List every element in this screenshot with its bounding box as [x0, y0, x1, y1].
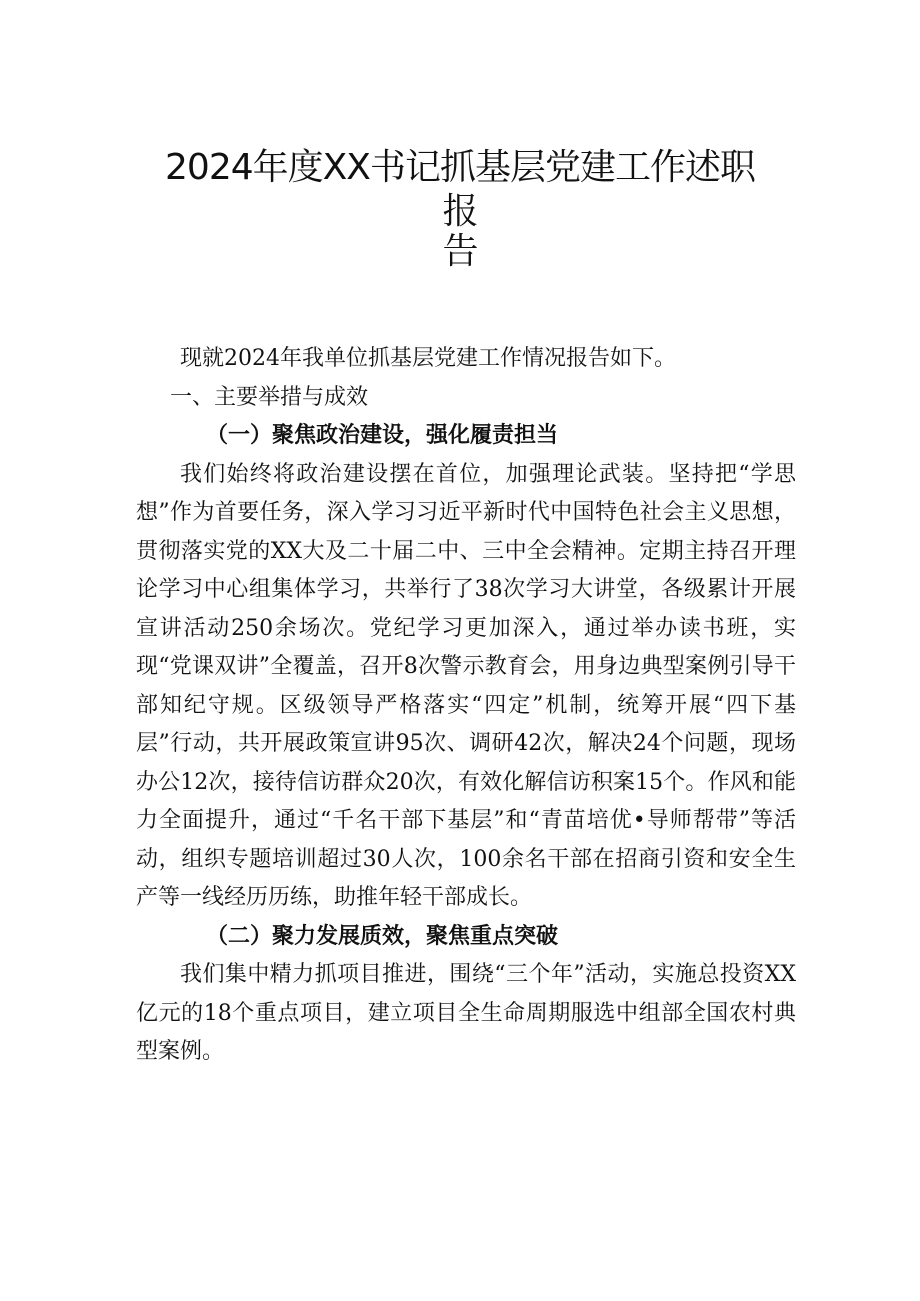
intro-paragraph: 现就2024年我单位抓基层党建工作情况报告如下。	[180, 346, 676, 371]
section-heading: 一、主要举措与成效	[170, 384, 369, 410]
subsection-paragraph-2: 我们集中精力抓项目推进，围绕“三个年”活动，实施总投资XX亿元的18个重点项目，建立项目全生命周期服选中组部全国农村典型案例。	[136, 962, 796, 1064]
subsection-heading-2: （二）聚力发展质效，聚焦重点突破	[206, 923, 559, 949]
document-title-line-1: 2024年度XX书记抓基层党建工作述职报	[165, 147, 755, 232]
document-body	[136, 340, 796, 1072]
subsection-paragraph-1: 我们始终将政治建设摆在首位，加强理论武装。坚持把“学思想”作为首要任务，深入学习习近平新时代中国特色社会主义思想，贯彻落实党的XX大及二十届二中、三中全会精神。定期主持召开理论学习中心组集体学习，共举行了38次学习大讲堂，各级累计开展宣讲活动250余场次。党纪学习更加深入，通过举办读书班，实现“党课双讲”全覆盖，召开8次警示教育会，用身边典型案例引导干部知纪守规。区级领导严格落实“四定”机制，统筹开展“四下基层”行动，共开展政策宣讲95次、调研42次，解决24个问题，现场办公12次，接待信访群众20次，有效化解信访积案15个。作风和能力全面提升，通过“千名干部下基层”和“青苗培优•导师帮带”等活动，组织专题培训超过30人次，100余名干部在招商引资和安全生产等一线经历历练，助推年轻干部成长。	[136, 461, 796, 910]
subsection-heading-1: （一）聚焦政治建设，强化履责担当	[206, 423, 559, 448]
document-title-line-2: 告	[442, 231, 478, 272]
